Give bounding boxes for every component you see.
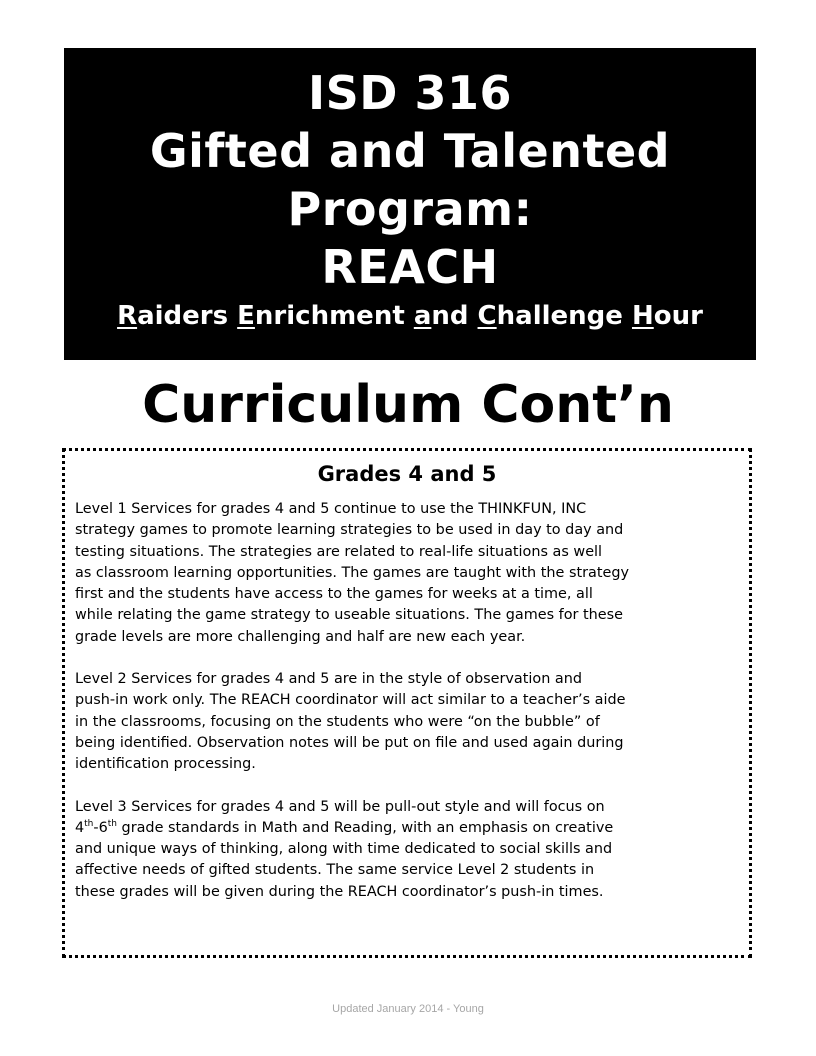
superscript: th bbox=[84, 819, 94, 830]
level2-paragraph bbox=[75, 669, 739, 775]
acronym-word: nrichment bbox=[254, 301, 414, 331]
section-title: Grades 4 and 5 bbox=[317, 462, 497, 486]
acronym-initial: H bbox=[631, 301, 654, 331]
acronym-initial: R bbox=[117, 301, 138, 331]
grades-section-box bbox=[62, 448, 752, 958]
text-line: Level 1 Services for grades 4 and 5 continue to use the THINKFUN, INC bbox=[75, 501, 587, 517]
text-line bbox=[75, 818, 739, 839]
acronym-initial: a bbox=[413, 301, 432, 331]
text-line: being identified. Observation notes will be put on file and used again during bbox=[75, 734, 624, 751]
acronym-expansion bbox=[64, 298, 756, 334]
acronym-word: aiders bbox=[137, 301, 238, 331]
text-line: grade levels are more challenging and half are new each year. bbox=[75, 628, 526, 645]
text-fragment: grade standards in Math and Reading, with an emphasis on creative bbox=[116, 819, 614, 836]
program-title-line2: Program: bbox=[287, 182, 533, 236]
text-line: Level 2 Services for grades 4 and 5 are in the style of observation and bbox=[75, 671, 582, 688]
text-fragment: 4 bbox=[75, 819, 85, 836]
text-line: strategy games to promote learning strategies to be used in day to day and bbox=[75, 522, 624, 539]
title-banner bbox=[64, 48, 756, 360]
superscript: th bbox=[107, 819, 117, 830]
page-heading: Curriculum Cont’n bbox=[142, 375, 674, 435]
program-title-line1: Gifted and Talented bbox=[149, 124, 671, 178]
level3-paragraph bbox=[75, 797, 739, 903]
text-line: identification processing. bbox=[75, 756, 256, 773]
acronym-word: nd bbox=[431, 301, 478, 331]
district-title: ISD 316 bbox=[308, 66, 512, 120]
text-line: in the classrooms, focusing on the students who were “on the bubble” of bbox=[75, 713, 600, 730]
text-line: testing situations. The strategies are related to real-life situations as well bbox=[75, 543, 603, 560]
program-name: REACH bbox=[321, 240, 499, 294]
level1-paragraph bbox=[75, 499, 739, 648]
acronym-word: our bbox=[653, 301, 703, 331]
text-line: and unique ways of thinking, along with time dedicated to social skills and bbox=[75, 841, 613, 858]
footer-note: Updated January 2014 - Young bbox=[332, 1003, 484, 1015]
text-line: while relating the game strategy to useable situations. The games for these bbox=[75, 607, 623, 624]
acronym-initial: C bbox=[477, 301, 497, 331]
acronym-word: hallenge bbox=[496, 301, 632, 331]
text-line: as classroom learning opportunities. The games are taught with the strategy bbox=[75, 564, 629, 581]
text-line: these grades will be given during the REACH coordinator’s push-in times. bbox=[75, 883, 604, 900]
text-line: Level 3 Services for grades 4 and 5 will be pull-out style and will focus on bbox=[75, 798, 605, 815]
acronym-initial: E bbox=[237, 301, 255, 331]
text-fragment: -6 bbox=[93, 819, 108, 836]
text-line: affective needs of gifted students. The same service Level 2 students in bbox=[75, 862, 595, 879]
text-line: push-in work only. The REACH coordinator will act similar to a teacher’s aide bbox=[75, 692, 626, 709]
text-line: first and the students have access to the games for weeks at a time, all bbox=[75, 586, 593, 603]
